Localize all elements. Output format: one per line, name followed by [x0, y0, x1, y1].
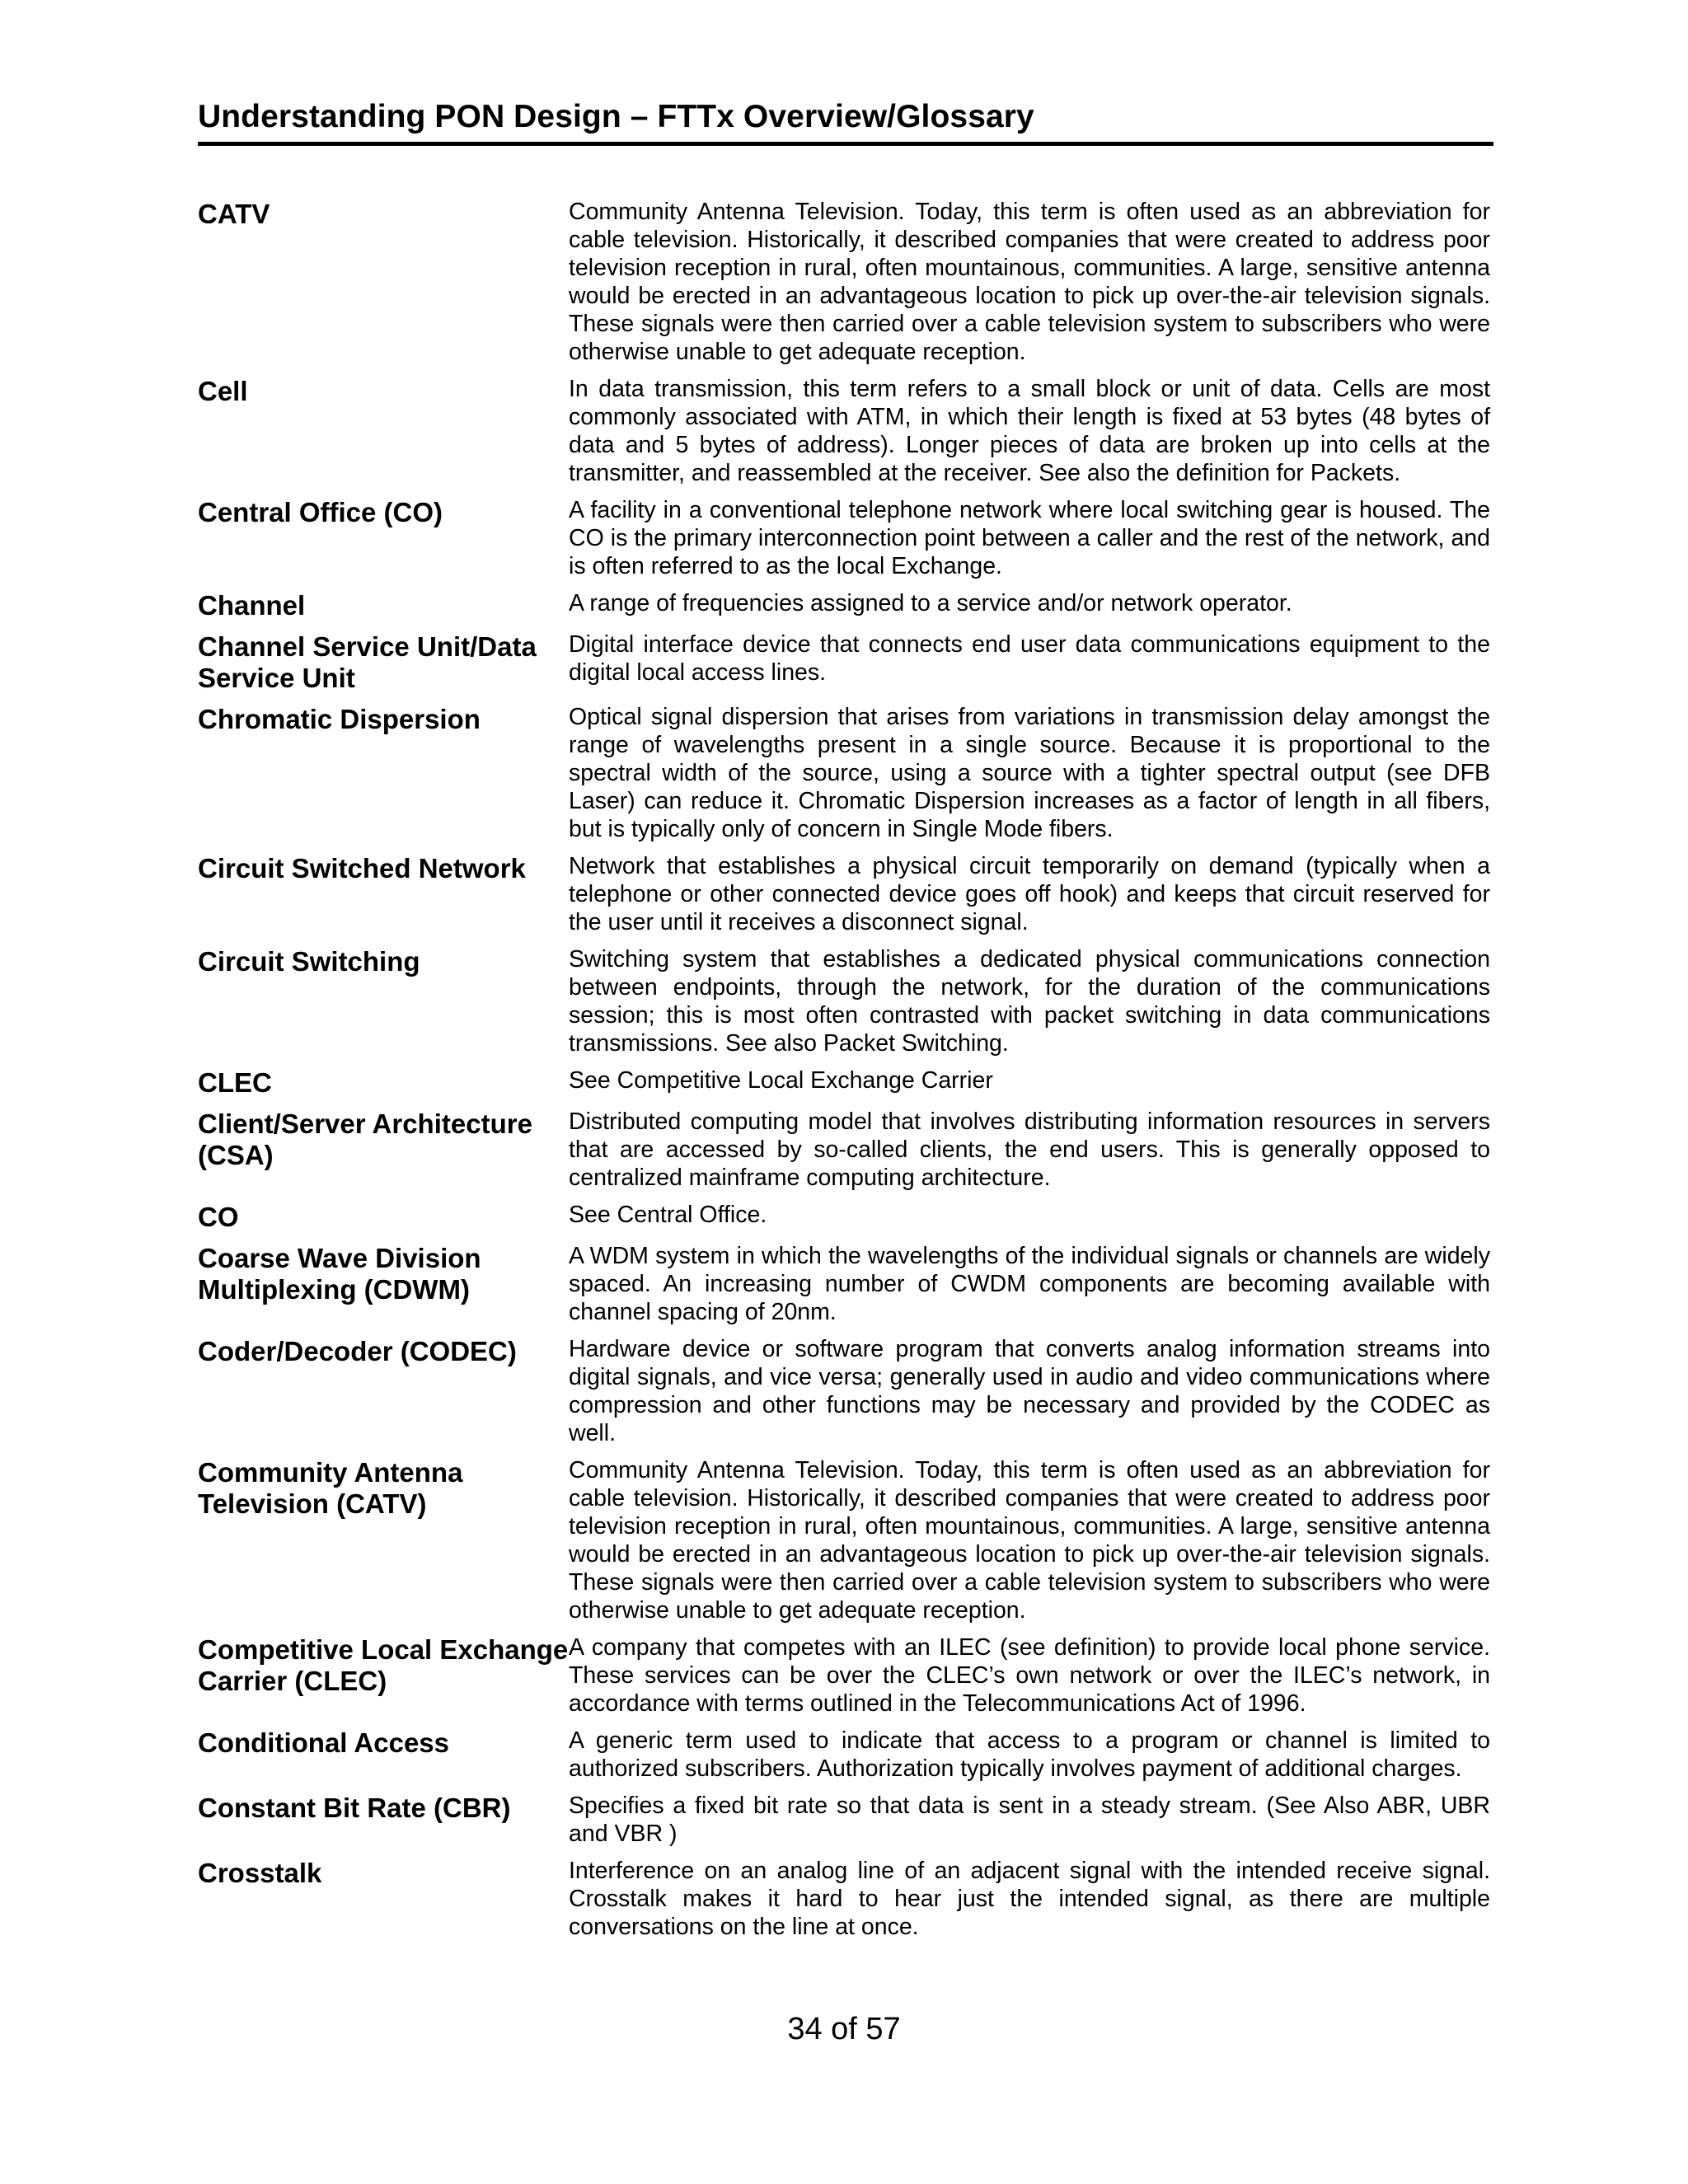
glossary-term: Client/Server Architecture (CSA): [198, 1108, 532, 1170]
glossary-definition: Network that establishes a physical circuit temporarily on demand (typically when a telephone or other connected device goes off hook) and keeps that circuit reserved for the user until it receives a disconnect signal.: [569, 853, 1490, 935]
glossary-definition: Hardware device or software program that converts analog information streams into digital signals, and vice versa; generally used in audio and video communications where compression and other functions may be necessary and provided by the CODEC as well.: [569, 1336, 1490, 1446]
glossary-definition: Optical signal dispersion that arises from variations in transmission delay amongst the range of wavelengths present in a single source. Because it is proportional to the spectral width of the source, using a source with a tighter spectral output (see DFB Laser) can reduce it. Chromatic Dispersion increases as a factor of length in all fibers, but is typically only of concern in Single Mode fibers.: [569, 704, 1490, 842]
glossary-entry: [198, 1066, 1493, 1099]
glossary-entry: [198, 1335, 1493, 1447]
glossary-entry: [198, 496, 1493, 580]
glossary-term: Coder/Decoder (CODEC): [198, 1336, 517, 1366]
glossary-term: Cell: [198, 376, 248, 406]
glossary-entry: [198, 1242, 1493, 1326]
glossary-entry: [198, 630, 1493, 694]
glossary-definition: See Central Office.: [569, 1202, 767, 1228]
glossary-term: Channel: [198, 590, 306, 621]
glossary-term: Circuit Switched Network: [198, 853, 526, 883]
page-number: 34 of 57: [787, 2012, 901, 2046]
page-header: [198, 97, 1493, 146]
glossary-entry: [198, 375, 1493, 487]
glossary-entry: [198, 1857, 1493, 1941]
glossary-entry: [198, 945, 1493, 1057]
glossary-definition: Distributed computing model that involves distributing information resources in servers that are accessed by so-called clients, the end users. This is generally opposed to centralized mainframe computing architecture.: [569, 1108, 1490, 1191]
glossary-entry: [198, 1727, 1493, 1783]
glossary-definition: Switching system that establishes a dedicated physical communications connection between endpoints, through the network, for the duration of the communications session; this is most often contrasted with packet switching in data communications transmissions. See also Packet Switching.: [569, 946, 1490, 1057]
glossary-term: Conditional Access: [198, 1727, 450, 1758]
glossary-entry: [198, 1792, 1493, 1848]
glossary-definition: In data transmission, this term refers to a small block or unit of data. Cells are most commonly associated with ATM, in which their length is fixed at 53 bytes (48 bytes of data and 5 bytes of address). Longer pieces of data are broken up into cells at the transmitter, and reassembled at the receiver. See also the definition for Packets.: [569, 376, 1490, 486]
glossary-term: CATV: [198, 199, 270, 229]
glossary-definition: Community Antenna Television. Today, this term is often used as an abbreviation for cable television. Historically, it described companies that were created to address poor television reception in rural, often mountainous, communities. A large, sensitive antenna would be erected in an advantageous location to pick up over-the-air television signals. These signals were then carried over a cable television system to subscribers who were otherwise unable to get adequate reception.: [569, 199, 1490, 365]
glossary-entry: [198, 703, 1493, 843]
glossary-term: Competitive Local Exchange Carrier (CLEC): [198, 1634, 569, 1696]
glossary-definition: A facility in a conventional telephone network where local switching gear is housed. The CO is the primary interconnection point between a caller and the rest of the network, and is often referred to as the local Exchange.: [569, 497, 1490, 579]
glossary-term: Chromatic Dispersion: [198, 704, 481, 734]
glossary-entry: [198, 1633, 1493, 1718]
glossary-definition: Specifies a fixed bit rate so that data is sent in a steady stream. (See Also ABR, UBR and VBR ): [569, 1793, 1490, 1847]
glossary-term: CO: [198, 1202, 239, 1232]
glossary-entry: [198, 852, 1493, 936]
glossary-list: [198, 198, 1493, 1941]
glossary-definition: Community Antenna Television. Today, this term is often used as an abbreviation for cable television. Historically, it described companies that were created to address poor television reception in rural, often mountainous, communities. A large, sensitive antenna would be erected in an advantageous location to pick up over-the-air television signals. These signals were then carried over a cable television system to subscribers who were otherwise unable to get adequate reception.: [569, 1457, 1490, 1624]
glossary-entry: [198, 198, 1493, 366]
glossary-term: Crosstalk: [198, 1858, 322, 1888]
glossary-term: Constant Bit Rate (CBR): [198, 1793, 511, 1823]
glossary-term: Channel Service Unit/Data Service Unit: [198, 631, 537, 693]
glossary-definition: Digital interface device that connects end user data communications equipment to the digital local access lines.: [569, 631, 1490, 686]
glossary-definition: A company that competes with an ILEC (see definition) to provide local phone service. These services can be over the CLEC’s own network or over the ILEC’s network, in accordance with terms outlined in the Telecommunications Act of 1996.: [569, 1634, 1490, 1717]
glossary-entry: [198, 589, 1493, 621]
glossary-definition: See Competitive Local Exchange Carrier: [569, 1067, 993, 1094]
glossary-entry: [198, 1456, 1493, 1624]
glossary-term: Central Office (CO): [198, 497, 443, 527]
glossary-entry: [198, 1108, 1493, 1192]
glossary-definition: A generic term used to indicate that access to a program or channel is limited to authorized subscribers. Authorization typically involves payment of additional charges.: [569, 1727, 1490, 1782]
glossary-entry: [198, 1201, 1493, 1233]
glossary-definition: A WDM system in which the wavelengths of the individual signals or channels are widely spaced. An increasing number of CWDM components are becoming available with channel spacing of 20nm.: [569, 1243, 1490, 1325]
glossary-term: Circuit Switching: [198, 946, 420, 977]
glossary-term: CLEC: [198, 1067, 272, 1098]
glossary-term: Community Antenna Television (CATV): [198, 1457, 463, 1519]
page-title: Understanding PON Design – FTTx Overview/Glossary: [198, 99, 1034, 134]
glossary-term: Coarse Wave Division Multiplexing (CDWM): [198, 1243, 481, 1305]
glossary-definition: A range of frequencies assigned to a service and/or network operator.: [569, 590, 1292, 616]
glossary-definition: Interference on an analog line of an adjacent signal with the intended receive signal. Crosstalk makes it hard to hear just the intended signal, as there are multiple conversations on the line at once.: [569, 1858, 1490, 1940]
